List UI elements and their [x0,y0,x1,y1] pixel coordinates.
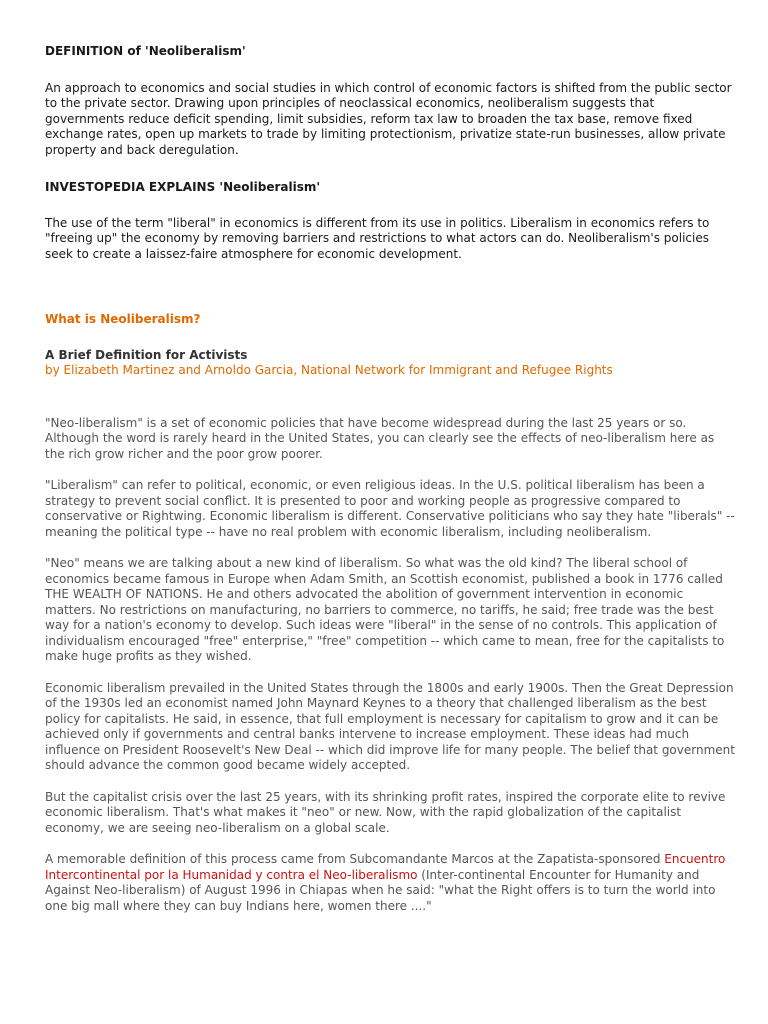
byline-separator: , [293,363,301,377]
definition-heading: DEFINITION of 'Neoliberalism' [45,44,246,58]
article-paragraph-4: Economic liberalism prevailed in the United States through the 1800s and early 1900s. Then the Great Depression of the 1930s led an economist named John Maynard Keynes to a theory that challenged liberalism as the best policy for capitalists. He said, in essence, that full employment is necessary for capitalism to grow and it can be achieved only if governments and central banks intervene to increase employment. These ideas had much influence on President Roosevelt's New Deal -- which did improve life for many people. The belief that government should advance the common good became widely accepted. [45,680,735,772]
paragraph-6-after: (Inter-continental Encounter for Humanity and Against Neo-liberalism) of August 1996 in Chiapas when he said: "what the Right offers is to turn the world into one big mall where they can buy Indians here, women there ...." [45,867,716,913]
article-subtitle: A Brief Definition for Activists [45,347,248,362]
byline-organization-link[interactable]: National Network for Immigrant and Refugee Rights [300,363,613,377]
encuentro-link[interactable]: Encuentro Intercontinental por la Humanidad y contra el Neo-liberalismo [45,852,726,882]
paragraph-6-before: A memorable definition of this process came from Subcomandante Marcos at the Zapatista-sponsored [45,852,665,866]
article-byline [45,363,735,379]
investopedia-heading: INVESTOPEDIA EXPLAINS 'Neoliberalism' [45,180,321,194]
byline-authors: by Elizabeth Martinez and Arnoldo Garcia [45,363,294,377]
document-page [45,44,735,914]
article-paragraph-5: But the capitalist crisis over the last 25 years, with its shrinking profit rates, inspired the corporate elite to revive economic liberalism. That's what makes it "neo" or new. Now, with the rapid globalization of the capitalist economy, we are seeing neo-liberalism on a global scale. [45,789,726,835]
definition-body: An approach to economics and social studies in which control of economic factors is shifted from the public sector to the private sector. Drawing upon principles of neoclassical economics, neoliberalism suggests that governments reduce deficit spending, limit subsidies, reform tax law to broaden the tax base, remove fixed exchange rates, open up markets to trade by limiting protectionism, privatize state-run businesses, allow private property and back deregulation. [45,80,732,157]
investopedia-body: The use of the term "liberal" in economics is different from its use in politics. Liberalism in economics refers to "freeing up" the economy by removing barriers and restrictions to what actors can do. Neoliberalism's policies seek to create a laissez-faire atmosphere for economic development. [45,215,710,261]
article-paragraph-1: "Neo-liberalism" is a set of economic policies that have become widespread during the last 25 years or so. Although the word is rarely heard in the United States, you can clearly see the effects of neo-liberalism here as the rich grow richer and the poor grow poorer. [45,415,715,461]
article-paragraph-6 [45,852,735,914]
article-title: What is Neoliberalism? [45,312,201,326]
article-paragraph-2: "Liberalism" can refer to political, economic, or even religious ideas. In the U.S. political liberalism has been a strategy to prevent social conflict. It is presented to poor and working people as progressive compared to conservative or Rightwing. Economic liberalism is different. Conservative politicians who say they hate "liberals" -- meaning the political type -- have no real problem with economic liberalism, including neoliberalism. [45,478,735,539]
article-paragraph-3: "Neo" means we are talking about a new kind of liberalism. So what was the old kind? The liberal school of economics became famous in Europe when Adam Smith, an Scottish economist, published a book in 1776 called THE WEALTH OF NATIONS. He and others advocated the abolition of government intervention in economic matters. No restrictions on manufacturing, no barriers to commerce, no tariffs, he said; free trade was the best way for a nation's economy to develop. Such ideas were "liberal" in the sense of no controls. This application of individualism encouraged "free" enterprise," "free" competition -- which came to mean, free for the capitalists to make huge profits as they wished. [45,556,725,663]
